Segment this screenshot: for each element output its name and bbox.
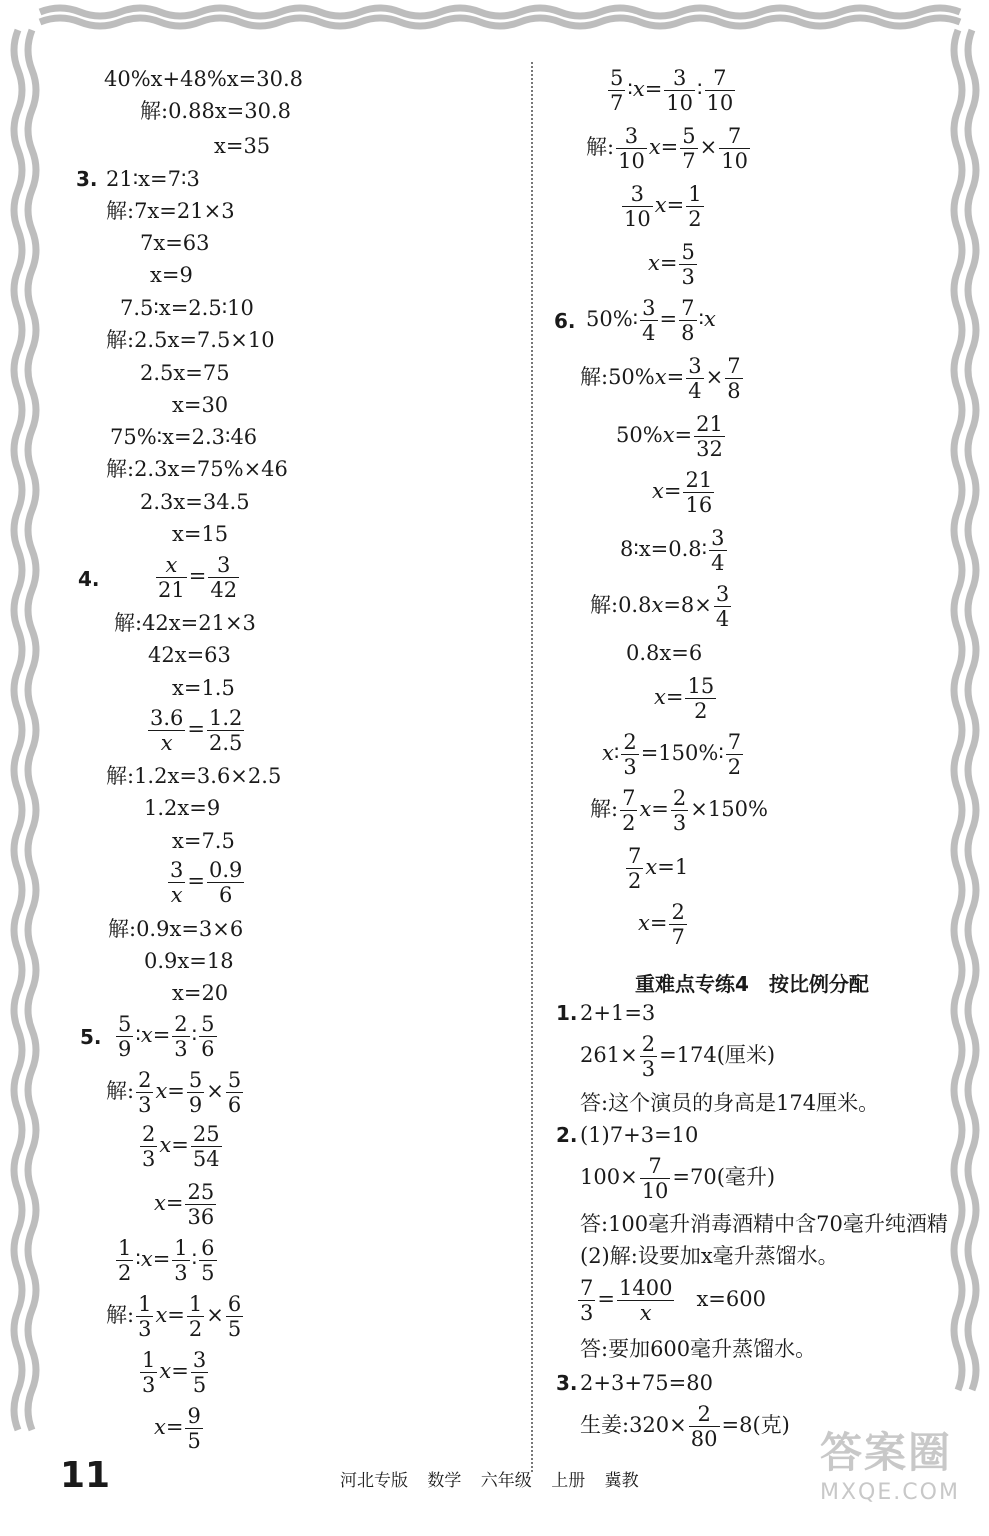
fraction-equation: $\frac{3.6}{x}$ = $\frac{1.2}{2.5}$: [150, 706, 243, 755]
watermark-url: MXQE.COM: [820, 1480, 960, 1505]
question-number: 5.: [80, 1025, 102, 1049]
equation-text: =174(厘米): [659, 1043, 776, 1067]
fraction-equation: x= $\frac{21}{16}$: [652, 468, 713, 517]
fraction-equation: $\frac{7}{2}$ x=1: [628, 844, 689, 893]
equation-line: 1.2x=9: [144, 796, 221, 820]
equation-line: 2+1=3: [580, 1001, 656, 1025]
question-number: 6.: [554, 309, 576, 333]
equation-line: 解:2.3x=75%×46: [106, 457, 288, 481]
fraction-equation: x= $\frac{2}{7}$: [638, 900, 685, 949]
equation-line: 40%x+48%x=30.8: [104, 67, 303, 91]
equation-text: 8∶x=0.8∶: [620, 537, 708, 561]
equation-line: 75%∶x=2.3∶46: [110, 425, 258, 449]
fraction-equation: x= $\frac{15}{2}$: [654, 674, 715, 723]
equation-text: x=600: [696, 1287, 766, 1311]
question-number: 4.: [78, 567, 100, 591]
fraction-equation: 100× $\frac{7}{10}$ =70(毫升): [580, 1154, 776, 1203]
equation-line: 2+3+75=80: [580, 1371, 713, 1395]
fraction-equation: x= $\frac{5}{3}$: [648, 240, 695, 289]
equation-text: =70(毫升): [672, 1165, 776, 1189]
question-number: 2.: [556, 1123, 578, 1147]
equation-line: 解:2.5x=7.5×10: [106, 328, 275, 352]
fraction-equation: $\frac{3}{10}$ x= $\frac{1}{2}$: [624, 182, 702, 231]
fraction-equation: 解:50%x= $\frac{3}{4}$ × $\frac{7}{8}$: [580, 354, 741, 403]
footer-text: 河北专版 数学 六年级 上册 冀教: [340, 1471, 639, 1491]
fraction-equation: 261× $\frac{2}{3}$ =174(厘米): [580, 1032, 776, 1081]
equation-line: 21∶x=7∶3: [106, 167, 200, 191]
equation-line: 0.8x=6: [626, 641, 703, 665]
answer-line: 答:要加600毫升蒸馏水。: [580, 1337, 817, 1361]
fraction-equation: 50%x= $\frac{21}{32}$: [616, 412, 723, 461]
equation-line: 解:7x=21×3: [106, 199, 235, 223]
fraction-equation: 解: $\frac{1}{3}$ x= $\frac{1}{2}$ × $\frac{6}{5}$: [106, 1292, 242, 1341]
fraction-equation: x= $\frac{9}{5}$: [154, 1404, 201, 1453]
equation-line: 2.5x=75: [140, 361, 230, 385]
fraction-equation: 生姜:320× $\frac{2}{80}$ =8(克): [580, 1402, 790, 1451]
answer-line: (2)解:设要加x毫升蒸馏水。: [580, 1244, 839, 1268]
equation-line: x=20: [172, 981, 229, 1005]
equation-line: x=1.5: [172, 676, 235, 700]
equation-line: 7.5∶x=2.5∶10: [120, 296, 254, 320]
answer-line: 答:这个演员的身高是174厘米。: [580, 1091, 880, 1115]
equation-line: x=35: [214, 134, 271, 158]
equation-line: 解:1.2x=3.6×2.5: [106, 764, 282, 788]
fraction-equation: 8∶x=0.8∶ $\frac{3}{4}$: [620, 526, 725, 575]
watermark-logo: [820, 1420, 980, 1520]
equation-line: x=30: [172, 393, 229, 417]
section-title: 重难点专练4 按比例分配: [635, 972, 869, 996]
fraction-equation: $\frac{1}{2}$ ∶x= $\frac{1}{3}$ ∶ $\frac{6}{5}$: [118, 1236, 215, 1285]
fraction-equation: $\frac{x}{21}$ = $\frac{3}{42}$: [158, 553, 238, 602]
watermark-text: 答案圈: [820, 1428, 953, 1477]
fraction-equation: 解: $\frac{2}{3}$ x= $\frac{5}{9}$ × $\frac{5}{6}$: [106, 1068, 242, 1117]
equation-text: =8(克): [721, 1413, 790, 1437]
equation-line: x=15: [172, 522, 229, 546]
fraction-equation: 50%∶ $\frac{3}{4}$ = $\frac{7}{8}$ ∶x: [586, 296, 716, 345]
equation-line: 2.3x=34.5: [140, 490, 250, 514]
equation-line: 解:0.88x=30.8: [140, 99, 292, 123]
equation-line: x=9: [150, 263, 193, 287]
fraction-equation: $\frac{2}{3}$ x= $\frac{25}{54}$: [142, 1122, 220, 1171]
equation-line: 42x=63: [148, 643, 231, 667]
fraction-equation: $\frac{3}{x}$ = $\frac{0.9}{6}$: [170, 858, 243, 907]
fraction-equation: x∶ $\frac{2}{3}$ =150%∶ $\frac{7}{2}$: [602, 730, 742, 779]
fraction-equation: $\frac{1}{3}$ x= $\frac{3}{5}$: [142, 1348, 207, 1397]
equation-line: 解:0.9x=3×6: [108, 917, 244, 941]
fraction-equation: 解: $\frac{7}{2}$ x= $\frac{2}{3}$ ×150%: [590, 786, 768, 835]
fraction-equation: $\frac{5}{9}$ ∶x= $\frac{2}{3}$ ∶ $\frac{5}{6}$: [118, 1012, 215, 1061]
answer-line: 答:100毫升消毒酒精中含70毫升纯酒精: [580, 1212, 948, 1236]
fraction-equation: $\frac{5}{7}$ ∶x= $\frac{3}{10}$ ∶ $\frac{7}{10}$: [610, 66, 734, 115]
column-divider: [531, 62, 533, 1472]
fraction-equation: 解:0.8x=8× $\frac{3}{4}$: [590, 582, 730, 631]
equation-line: (1)7+3=10: [580, 1123, 699, 1147]
page-number: 11: [60, 1455, 111, 1496]
fraction-equation: $\frac{7}{3}$ = $\frac{1400}{x}$ x=600: [580, 1276, 766, 1325]
equation-line: x=7.5: [172, 829, 235, 853]
question-number: 3.: [556, 1371, 578, 1395]
equation-line: 解:42x=21×3: [114, 611, 256, 635]
fraction-equation: 解: $\frac{3}{10}$ x= $\frac{5}{7}$ × $\frac{7}{10}$: [586, 124, 748, 173]
question-number: 3.: [76, 167, 98, 191]
equation-line: 7x=63: [140, 231, 210, 255]
fraction-equation: x= $\frac{25}{36}$: [154, 1180, 215, 1229]
question-number: 1.: [556, 1001, 578, 1025]
equation-line: 0.9x=18: [144, 949, 234, 973]
